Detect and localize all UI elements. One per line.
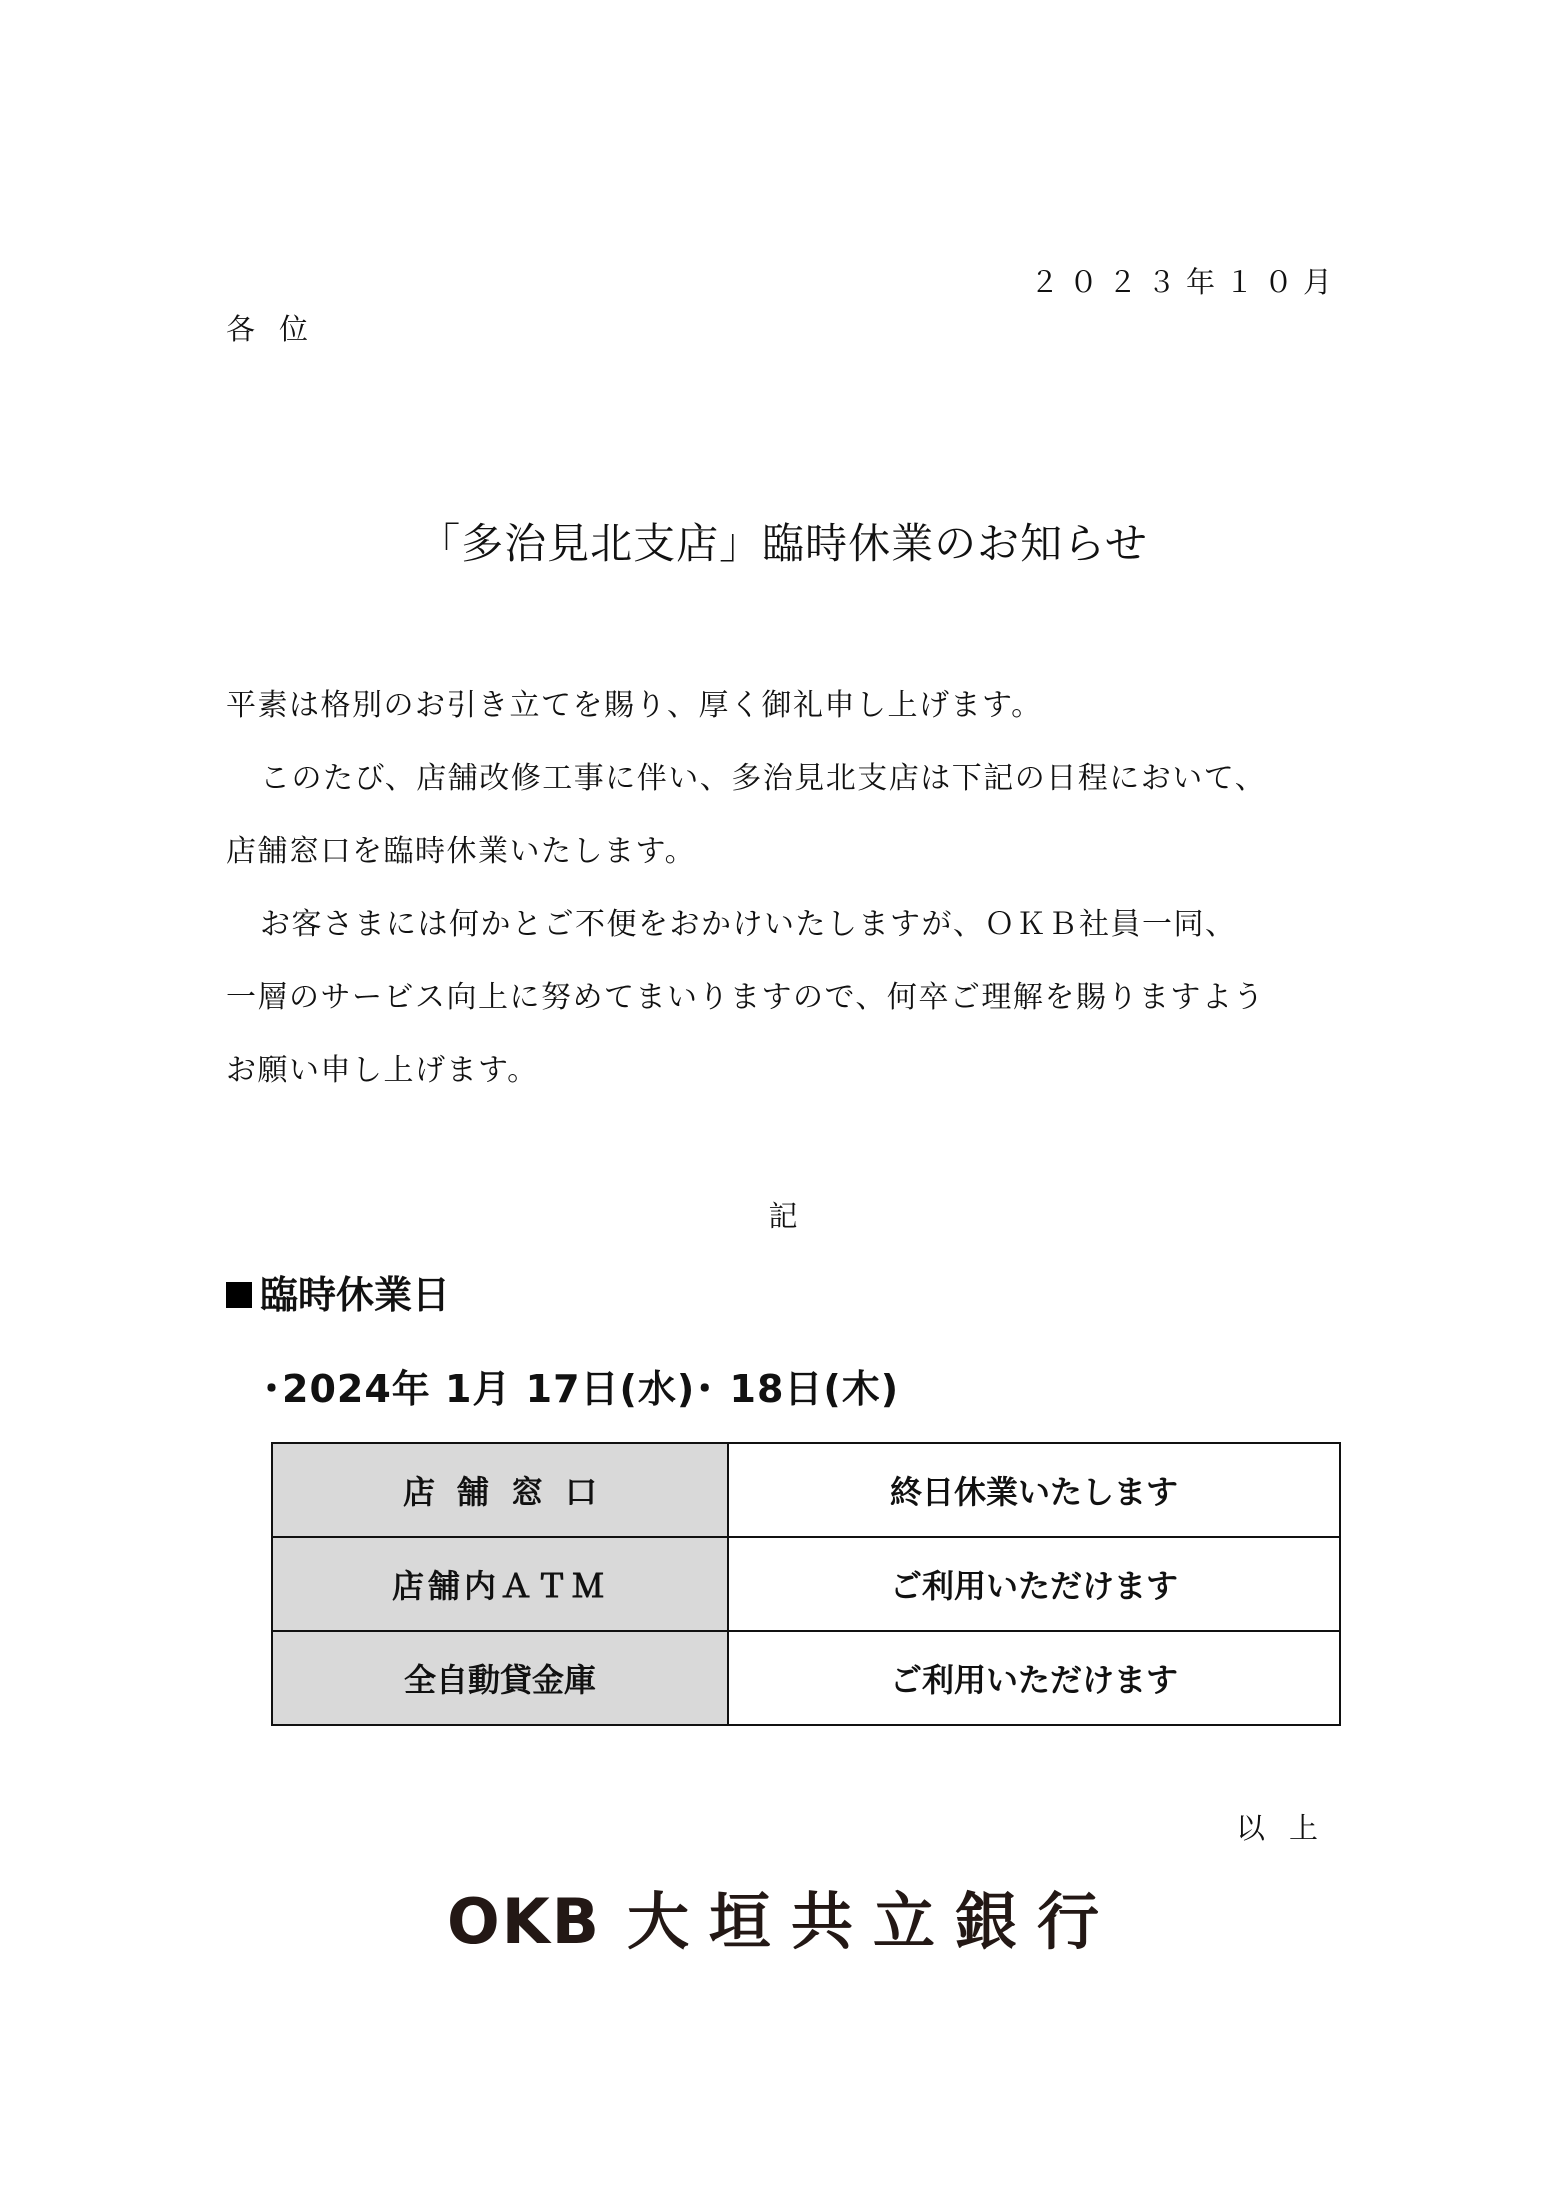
table-status-cell: 終日休業いたします <box>728 1443 1340 1537</box>
bank-logo <box>0 1884 1566 1960</box>
table-label-text: 店舗窓口 <box>402 1473 619 1511</box>
closure-date: ･2024年 1月 17日(水)･ 18日(木) <box>262 1367 900 1411</box>
table-status-cell: ご利用いただけます <box>728 1537 1340 1631</box>
table-label-cell <box>272 1443 728 1537</box>
table-label-cell <box>272 1537 728 1631</box>
body-paragraph-line: 一層のサービス向上に努めてまいりますので、何卒ご理解を賜りますよう <box>226 980 1265 1015</box>
service-status-table <box>271 1442 1341 1726</box>
ki-marker: 記 <box>768 1199 798 1233</box>
document-title: 「多治見北支店」臨時休業のお知らせ <box>418 519 1148 568</box>
document-date: ２０２３年１０月 <box>1029 265 1342 299</box>
table-row <box>272 1443 1340 1537</box>
section-heading-text: 臨時休業日 <box>260 1273 451 1317</box>
body-paragraph-line: お客さまには何かとご不便をおかけいたしますが、ＯＫＢ社員一同、 <box>260 907 1237 942</box>
body-paragraph-line: お願い申し上げます。 <box>226 1053 539 1088</box>
table-row <box>272 1631 1340 1725</box>
table-status-cell: ご利用いただけます <box>728 1631 1340 1725</box>
addressee: 各位 <box>226 312 333 346</box>
body-paragraph-line: 平素は格別のお引き立てを賜り、厚く御礼申し上げます。 <box>226 688 1043 723</box>
logo-jp: 大垣共立銀行 <box>627 1885 1120 1958</box>
table-row <box>272 1537 1340 1631</box>
table-label-cell <box>272 1631 728 1725</box>
body-paragraph-line: このたび、店舗改修工事に伴い、多治見北支店は下記の日程において、 <box>260 761 1267 796</box>
closing-mark: 以上 <box>1235 1811 1342 1845</box>
logo-en: OKB <box>446 1885 601 1958</box>
section-heading <box>226 1270 450 1320</box>
table-label-text: 全自動貸金庫 <box>403 1661 596 1699</box>
table-label-text: 店舗内ＡＴＭ <box>391 1567 608 1605</box>
black-square-icon <box>226 1282 252 1308</box>
body-paragraph-line: 店舗窓口を臨時休業いたします。 <box>226 834 697 869</box>
